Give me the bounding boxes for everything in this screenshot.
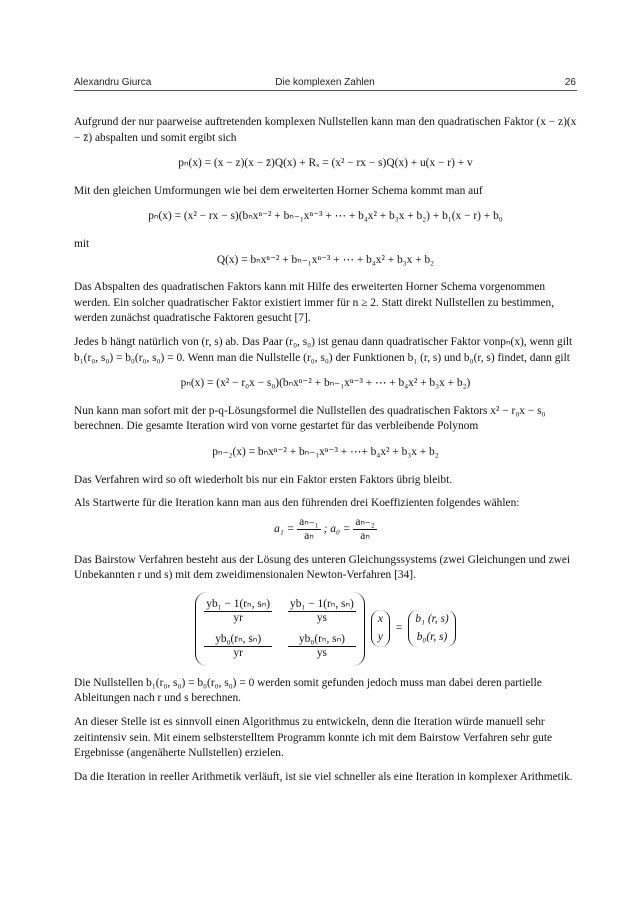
cell-12-num: yb₁ − 1(rₙ, sₙ) — [290, 597, 354, 610]
vector-x: x — [377, 613, 383, 626]
cell-11-den: yr — [233, 611, 243, 624]
equation-2: pₙ(x) = (x² − rx − s)(bₙxⁿ⁻² + bₙ₋₁xⁿ⁻³ + ⋯ + b₄x² + b₃x + b₂) + b₁(x − r) + b₀ — [148, 210, 503, 223]
rhs-vector — [408, 610, 455, 647]
paragraph-9: Das Bairstow Verfahren besteht aus der Lösung des unteren Gleichungssystems (zwei Gleichungen und zwei Unbekannten r und s) mit dem zweidimensionalen Newton-Verfahren [34]. — [74, 553, 571, 582]
unknown-vector — [371, 610, 390, 647]
paragraph-1: Aufgrund der nur paarweise auftretenden komplexen Nullstellen kann man den quadratischen Faktor (x − z)(x − z̄) abspalten und somit ergibt sich — [74, 116, 577, 144]
header-author: Alexandru Giurca — [74, 77, 152, 88]
equals-sign: = — [395, 622, 403, 635]
paragraph-8: Als Startwerte für die Iteration kann man aus den führenden drei Koeffizienten folgendes wählen: — [74, 497, 520, 510]
jacobian-matrix — [195, 592, 365, 666]
cell-22-den: ys — [316, 646, 327, 659]
a1-numerator: aₙ₋₁ — [299, 515, 319, 528]
cell-21-num: yb₀(rₙ, sₙ) — [204, 633, 272, 647]
a0-lhs: ; a₀ = — [323, 522, 351, 535]
paragraph-5: Jedes b hängt natürlich von (r, s) ab. Das Paar (r₀, s₀) ist genau dann quadratischer Faktor vonpₙ(x), wenn gilt b₁(r₀, s₀) = b₀(r₀, s₀) = 0. Wenn man die Nullstelle (r₀, s₀) der Funktionen b₁ (r, s) und b₀(r, s) findet, dann gilt — [74, 335, 573, 364]
paragraph-7: Das Verfahren wird so oft wiederholt bis nur ein Faktor ersten Faktors übrig bleibt. — [74, 473, 453, 486]
page-header — [74, 75, 576, 89]
equation-1: pₙ(x) = (x − z)(x − z̄)Q(x) + Rₓ = (x² − rx − s)Q(x) + u(x − r) + v — [178, 157, 473, 170]
paragraph-3: mit — [74, 237, 90, 250]
equation-6 — [74, 516, 577, 543]
paragraph-4: Das Abspalten des quadratischen Faktors kann mit Hilfe des erweiterten Horner Schema vorgenommen werden. Ein solcher quadratischer Faktor existiert immer für n ≥ 2. Statt direkt Nullstellen zu bestimmen, werden zunächst quadratische Faktoren gesucht [7]. — [74, 281, 555, 325]
matrix-cell-12 — [288, 598, 356, 625]
a0-numerator: aₙ₋₂ — [355, 515, 375, 528]
paragraph-10: Die Nullstellen b₁(r₀, s₀) = b₀(r₀, s₀) = 0 werden somit gefunden jedoch muss man dabei deren partielle Ableitungen nach r und s berechnen. — [74, 676, 542, 705]
equation-3: Q(x) = bₙxⁿ⁻² + bₙ₋₁xⁿ⁻³ + ⋯ + b₄x² + b₃x + b₂ — [216, 253, 435, 266]
paragraph-2: Mit den gleichen Umformungen wie bei dem erweiterten Horner Schema kommt man auf — [74, 184, 483, 197]
paragraph-12: Da die Iteration in reeller Arithmetik verläuft, ist sie viel schneller als eine Iteration in komplexer Arithmetik. — [74, 770, 573, 783]
a1-lhs: a₁ = — [274, 522, 295, 535]
matrix-cell-22 — [288, 633, 356, 660]
a0-denominator: aₙ — [360, 529, 370, 542]
matrix-cell-21 — [204, 633, 272, 660]
matrix-cell-11 — [204, 598, 272, 625]
equation-4: pₙ(x) = (x² − r₀x − s₀)(bₙxⁿ⁻² + bₙ₋₁xⁿ⁻³ + ⋯ + b₄x² + b₃x + b₂) — [180, 377, 471, 390]
page-number: 26 — [564, 77, 576, 88]
page-body — [74, 115, 577, 785]
newton-matrix-equation — [74, 592, 577, 666]
rhs-b1: b₁ (r, s) — [415, 613, 449, 626]
equation-5: pₙ₋₂(x) = bₙxⁿ⁻² + bₙ₋₁xⁿ⁻³ + ⋯+ b₄x² + b₃x + b₂ — [212, 445, 439, 458]
cell-21-den: yr — [233, 646, 243, 659]
cell-11-num: yb₁ − 1(rₙ, sₙ) — [206, 597, 271, 610]
header-title: Die komplexen Zahlen — [275, 77, 375, 88]
header-rule — [74, 90, 577, 91]
a1-fraction — [297, 516, 321, 543]
vector-y: y — [377, 630, 383, 643]
a1-denominator: aₙ — [304, 529, 314, 542]
paragraph-11: An dieser Stelle ist es sinnvoll einen Algorithmus zu entwickeln, denn die Iteration würde manuell sehr zeitintensiv sein. Mit einem selbsterstelltem Programm konnte ich mit dem Bairstow Verfahren sehr gute Ergebnisse (angenäherte Nullstellen) erzielen. — [74, 716, 553, 760]
rhs-b0: b₀(r, s) — [416, 630, 448, 643]
a0-fraction — [353, 516, 377, 543]
cell-22-num: yb₀(rₙ, sₙ) — [288, 633, 356, 647]
cell-12-den: ys — [316, 611, 327, 624]
paragraph-6: Nun kann man sofort mit der p-q-Lösungsformel die Nullstellen des quadratischen Faktors x² − r₀x − s₀ berechnen. Die gesamte Iteration wird von vorne gestartet für das verbleibende Polynom — [74, 404, 546, 433]
